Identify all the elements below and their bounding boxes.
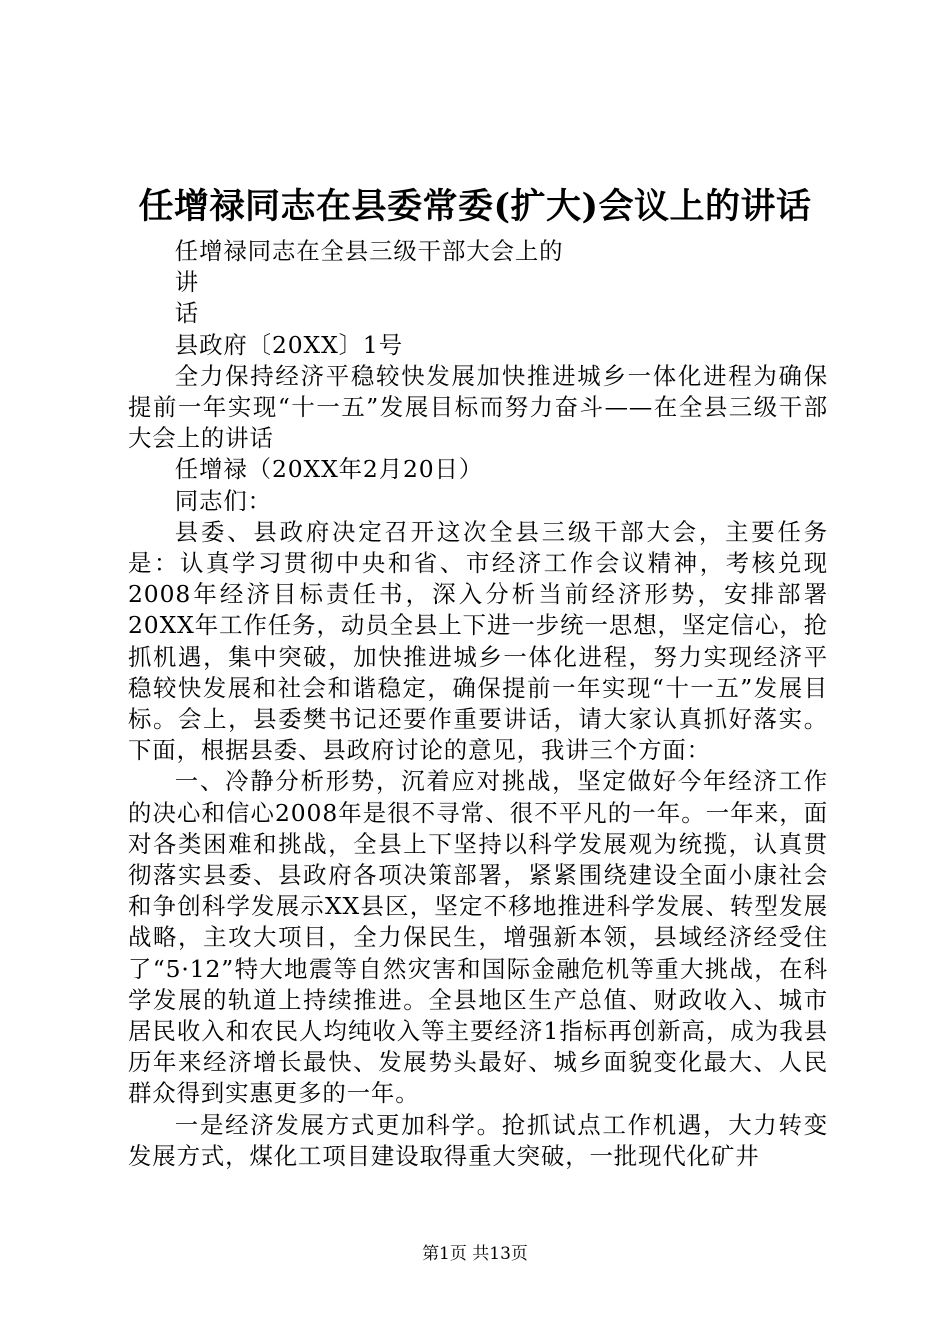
paragraph: 话 <box>174 299 200 328</box>
document-body <box>128 236 828 1172</box>
paragraph: 任增禄（20XX年2月20日） <box>174 455 484 484</box>
paragraph: 一、冷静分析形势，沉着应对挑战，坚定做好今年经济工作的决心和信心2008年是很不寻常、很不平凡的一年。一年来，面对各类困难和挑战，全县上下坚持以科学发展观为统揽，认真贯彻落实县委、县政府各项决策部署，紧紧围绕建设全面小康社会和争创科学发展示XX县区，坚定不移地推进科学发展、转型发展战略，主攻大项目，全力保民生，增强新本领，县域经济经受住了“5·12”特大地震等自然灾害和国际金融危机等重大挑战，在科学发展的轨道上持续推进。全县地区生产总值、财政收入、城市居民收入和农民人均纯收入等主要经济1指标再创新高，成为我县历年来经济增长最快、发展势头最好、城乡面貌变化最大、人民群众得到实惠更多的一年。 <box>128 767 828 1108</box>
paragraph: 任增禄同志在全县三级干部大会上的 <box>174 237 564 265</box>
paragraph: 县政府〔20XX〕1号 <box>174 330 403 359</box>
paragraph: 全力保持经济平稳较快发展加快推进城乡一体化进程为确保提前一年实现“十一五”发展目标而努力奋斗——在全县三级干部大会上的讲话 <box>128 361 828 453</box>
paragraph: 讲 <box>174 268 200 297</box>
paragraph: 一是经济发展方式更加科学。抢抓试点工作机遇，大力转变发展方式，煤化工项目建设取得重大突破，一批现代化矿井 <box>128 1110 828 1170</box>
document-title: 任增禄同志在县委常委(扩大)会议上的讲话 <box>138 186 812 227</box>
paragraph: 县委、县政府决定召开这次全县三级干部大会，主要任务是：认真学习贯彻中央和省、市经济工作会议精神，考核兑现2008年经济目标责任书，深入分析当前经济形势，安排部署20XX年工作任务，动员全县上下进一步统一思想，坚定信心，抢抓机遇，集中突破，加快推进城乡一体化进程，努力实现经济平稳较快发展和社会和谐稳定，确保提前一年实现“十一五”发展目标。会上，县委樊书记还要作重要讲话，请大家认真抓好落实。下面，根据县委、县政府讨论的意见，我讲三个方面： <box>128 517 828 765</box>
paragraph: 同志们： <box>174 486 272 515</box>
page-footer: 第1页 共13页 <box>422 1244 528 1264</box>
